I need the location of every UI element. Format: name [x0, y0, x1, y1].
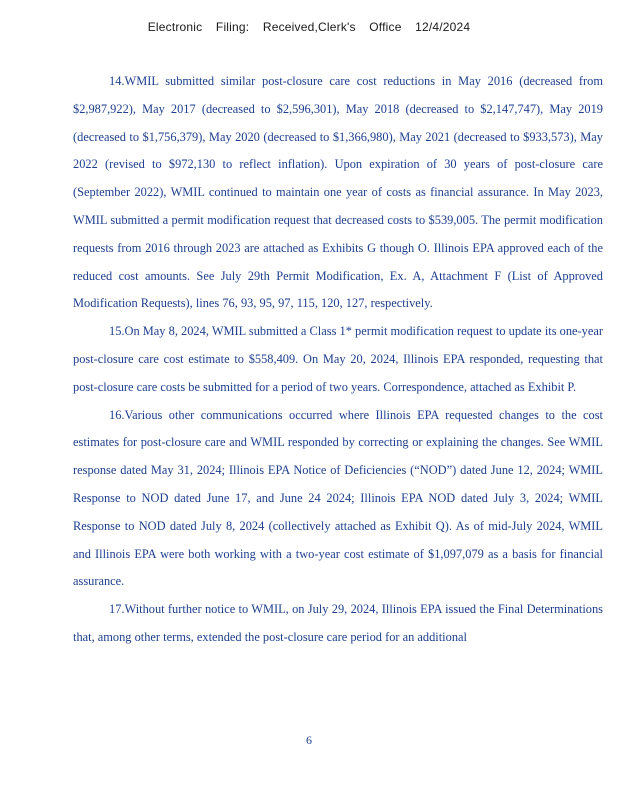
paragraph-text: Without further notice to WMIL, on July 29, 2024, Illinois EPA issued the Final Determinations that, among other terms, extended the post-closure care period for an additional — [73, 602, 603, 644]
paragraph-17 — [73, 596, 603, 652]
paragraph-text: WMIL submitted similar post-closure care cost reductions in May 2016 (decreased from $2,987,922), May 2017 (decreased to $2,596,301), May 2018 (decreased to $2,147,747), May 2019 (decreased to $1,756,379), May 2020 (decreased to $1,366,980), May 2021 (decreased to $933,573), May 2022 (revised to $972,130 to reflect inflation). Upon expiration of 30 years of post-closure care (September 2022), WMIL continued to maintain one year of costs as financial assurance. In May 2023, WMIL submitted a permit modification request that decreased costs to $539,005. The permit modification requests from 2016 through 2023 are attached as Exhibits G though O. Illinois EPA approved each of the reduced cost amounts. See July 29th Permit Modification, Ex. A, Attachment F (List of Approved Modification Requests), lines 76, 93, 95, 97, 115, 120, 127, respectively. — [73, 74, 603, 311]
paragraph-number: 14. — [109, 74, 125, 88]
document-body — [73, 68, 603, 652]
paragraph-number: 15. — [109, 324, 125, 339]
paragraph-15 — [73, 318, 603, 401]
page-number: 6 — [306, 733, 312, 747]
paragraph-text: Various other communications occurred where Illinois EPA requested changes to the cost estimates for post-closure care and WMIL responded by correcting or explaining the changes. See WMIL response dated May 31, 2024; Illinois EPA Notice of Deficiencies (“NOD”) dated June 12, 2024; WMIL Response to NOD dated June 17, and June 24 2024; Illinois EPA NOD dated July 3, 2024; WMIL Response to NOD dated July 8, 2024 (collectively attached as Exhibit Q). As of mid-July 2024, WMIL and Illinois EPA were both working with a two-year cost estimate of $1,097,079 as a basis for financial assurance. — [73, 407, 603, 589]
efiling-header: Electronic Filing: Received,Clerk's Office 12/4/2024 — [147, 20, 471, 34]
paragraph-text: On May 8, 2024, WMIL submitted a Class 1* permit modification request to update its one-year post-closure care cost estimate to $558,409. On May 20, 2024, Illinois EPA responded, requesting that post-closure care costs be submitted for a period of two years. Correspondence, attached as Exhibit P. — [73, 324, 603, 394]
paragraph-number: 17. — [109, 602, 125, 617]
paragraph-16 — [73, 402, 603, 597]
paragraph-number: 16. — [109, 407, 125, 422]
paragraph-14 — [73, 68, 603, 318]
